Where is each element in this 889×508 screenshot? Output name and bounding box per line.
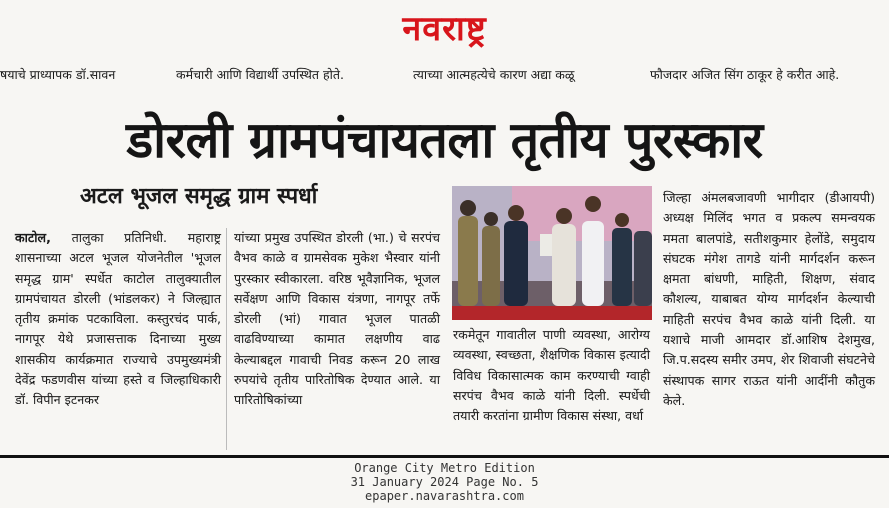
epaper-footer [0, 461, 889, 503]
strip-text-4: फौजदार अजित सिंग ठाकूर हे करीत आहे. [650, 67, 840, 82]
epaper-url: epaper.navarashtra.com [365, 489, 524, 503]
dateline: काटोल, [15, 230, 51, 245]
strip-text-1: षयाचे प्राध्यापक डॉ.सावन [0, 67, 116, 82]
edition-date-page: 31 January 2024 Page No. 5 [350, 475, 539, 489]
footer-divider [0, 455, 889, 458]
article-column-3: रकमेतून गावातील पाणी व्यवस्था, आरोग्य व्यवस्था, स्वच्छता, शैक्षणिक विकास इत्यादी विविध विकासात्मक काम करण्याची ग्वाही सरपंच वैभव काळे यांनी दिली. स्पर्धेची तयारी करतांना ग्रामीण विकास संस्था, वर्धा [453, 327, 650, 424]
column-1-text: तालुका प्रतिनिधी. महाराष्ट्र शासनाच्या अटल भूजल योजनेतील 'भूजल समृद्ध ग्राम' स्पर्धेत काटोल तालुक्यातील ग्रामपंचायत डोरली (भांडलकर) ने जिल्ह्यात तृतीय क्रमांक पटकाविला. कस्तुरचंद पार्क, नागपूर येथे प्रजासत्ताक दिनाच्या मुख्य शासकीय कार्यक्रमात राज्याचे उपमुख्यमंत्री देवेंद्र फडणवीस यांच्या हस्ते व जिल्हाधिकारी डॉ. विपीन इटनकर [15, 230, 221, 408]
strip-text-2: कर्मचारी आणि विद्यार्थी उपस्थित होते. [176, 67, 344, 82]
article-subheadline: अटल भूजल समृद्ध ग्राम स्पर्धा [80, 184, 318, 209]
award-ceremony-photo [452, 186, 652, 320]
article-column-2: यांच्या प्रमुख उपस्थित डोरली (भा.) चे सरपंच वैभव काळे व ग्रामसेवक मुकेश भैस्वार यांनी पुरस्कार स्वीकारला. वरिष्ठ भूवैज्ञानिक, भूजल सर्वेक्षण आणि विकास यंत्रणा, नागपूर तर्फे डोरली (भां) गावात भूजल पातळी वाढविण्याच्या कामात लक्षणीय वाढ केल्याबद्दल गावाची निवड करून 20 लाख रुपयांचे तृतीय पारितोषिक देण्यात आले. या पारितोषिकांच्या [234, 230, 440, 408]
newspaper-masthead: नवराष्ट्र [402, 9, 487, 49]
strip-text-3: त्याच्या आत्महत्येचे कारण अद्या कळू [413, 67, 575, 82]
edition-name: Orange City Metro Edition [354, 461, 535, 475]
photo-illustration [452, 186, 652, 320]
article-column-4: जिल्हा अंमलबजावणी भागीदार (डीआयपी) अध्यक्ष मिलिंद भगत व प्रकल्प समन्वयक ममता बालपांडे, सतीशकुमार हेलोंडे, समुदाय संघटक मंगेश तागडे यांनी मार्गदर्शन करून क्षमता बांधणी, माहिती, शिक्षण, संवाद कौशल्य, याबाबत योग्य मार्गदर्शन केल्याची माहिती सरपंच वैभव काळे यांनी दिली. या यशाचे माजी आमदार डॉ.आशिष देशमुख, जि.प.सदस्य समीर उमप, शेर शिवाजी संघटनेचे संस्थापक सागर राऊत यांनी आदींनी कौतुक केले. [663, 190, 875, 408]
article-column-1 [15, 228, 221, 411]
article-headline: डोरली ग्रामपंचायतला तृतीय पुरस्कार [126, 111, 763, 169]
column-divider [226, 228, 227, 450]
previous-article-strip [0, 64, 889, 86]
